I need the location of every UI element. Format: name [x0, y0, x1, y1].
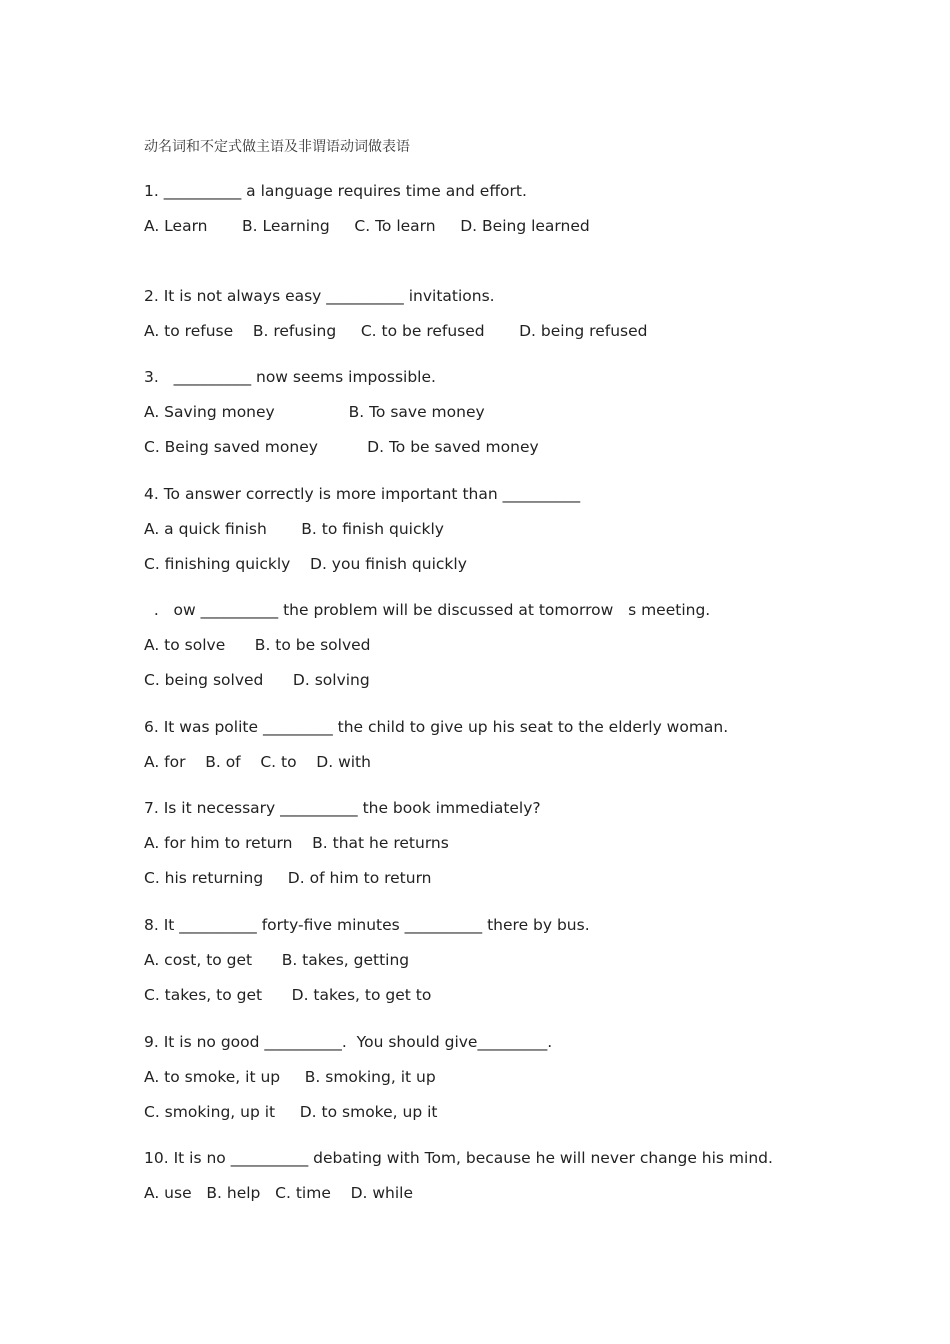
- question-7-options-cd: C. his returning D. of him to return: [144, 869, 432, 887]
- question-3-options-ab: A. Saving money B. To save money: [144, 403, 485, 421]
- question-9-options-cd: C. smoking, up it D. to smoke, up it: [144, 1103, 438, 1121]
- question-5-stem: . ow __________ the problem will be discussed at tomorrow s meeting.: [144, 601, 711, 619]
- question-4-stem: 4. To answer correctly is more important than __________: [144, 485, 581, 503]
- question-2-stem: 2. It is not always easy __________ invitations.: [144, 287, 495, 305]
- question-5-options-cd: C. being solved D. solving: [144, 671, 370, 689]
- question-9-options-ab: A. to smoke, it up B. smoking, it up: [144, 1068, 436, 1086]
- question-9-stem: 9. It is no good __________. You should give_________.: [144, 1033, 553, 1051]
- question-6-stem: 6. It was polite _________ the child to give up his seat to the elderly woman.: [144, 718, 729, 736]
- question-8-options-cd: C. takes, to get D. takes, to get to: [144, 986, 432, 1004]
- page-title: 动名词和不定式做主语及非谓语动词做表语: [144, 139, 410, 155]
- question-1-options: A. Learn B. Learning C. To learn D. Being learned: [144, 217, 590, 235]
- question-10-stem: 10. It is no __________ debating with Tom, because he will never change his mind.: [144, 1149, 773, 1167]
- question-1-stem: 1. __________ a language requires time and effort.: [144, 182, 527, 200]
- question-3-stem: 3. __________ now seems impossible.: [144, 368, 436, 386]
- question-10-options: A. use B. help C. time D. while: [144, 1184, 414, 1202]
- question-4-options-ab: A. a quick finish B. to finish quickly: [144, 520, 444, 538]
- question-7-stem: 7. Is it necessary __________ the book immediately?: [144, 799, 541, 817]
- question-6-options: A. for B. of C. to D. with: [144, 753, 371, 771]
- question-5-options-ab: A. to solve B. to be solved: [144, 636, 371, 654]
- question-8-stem: 8. It __________ forty-five minutes __________ there by bus.: [144, 916, 590, 934]
- question-4-options-cd: C. finishing quickly D. you finish quickly: [144, 555, 467, 573]
- question-2-options: A. to refuse B. refusing C. to be refused D. being refused: [144, 322, 648, 340]
- question-8-options-ab: A. cost, to get B. takes, getting: [144, 951, 410, 969]
- question-7-options-ab: A. for him to return B. that he returns: [144, 834, 449, 852]
- question-3-options-cd: C. Being saved money D. To be saved money: [144, 438, 539, 456]
